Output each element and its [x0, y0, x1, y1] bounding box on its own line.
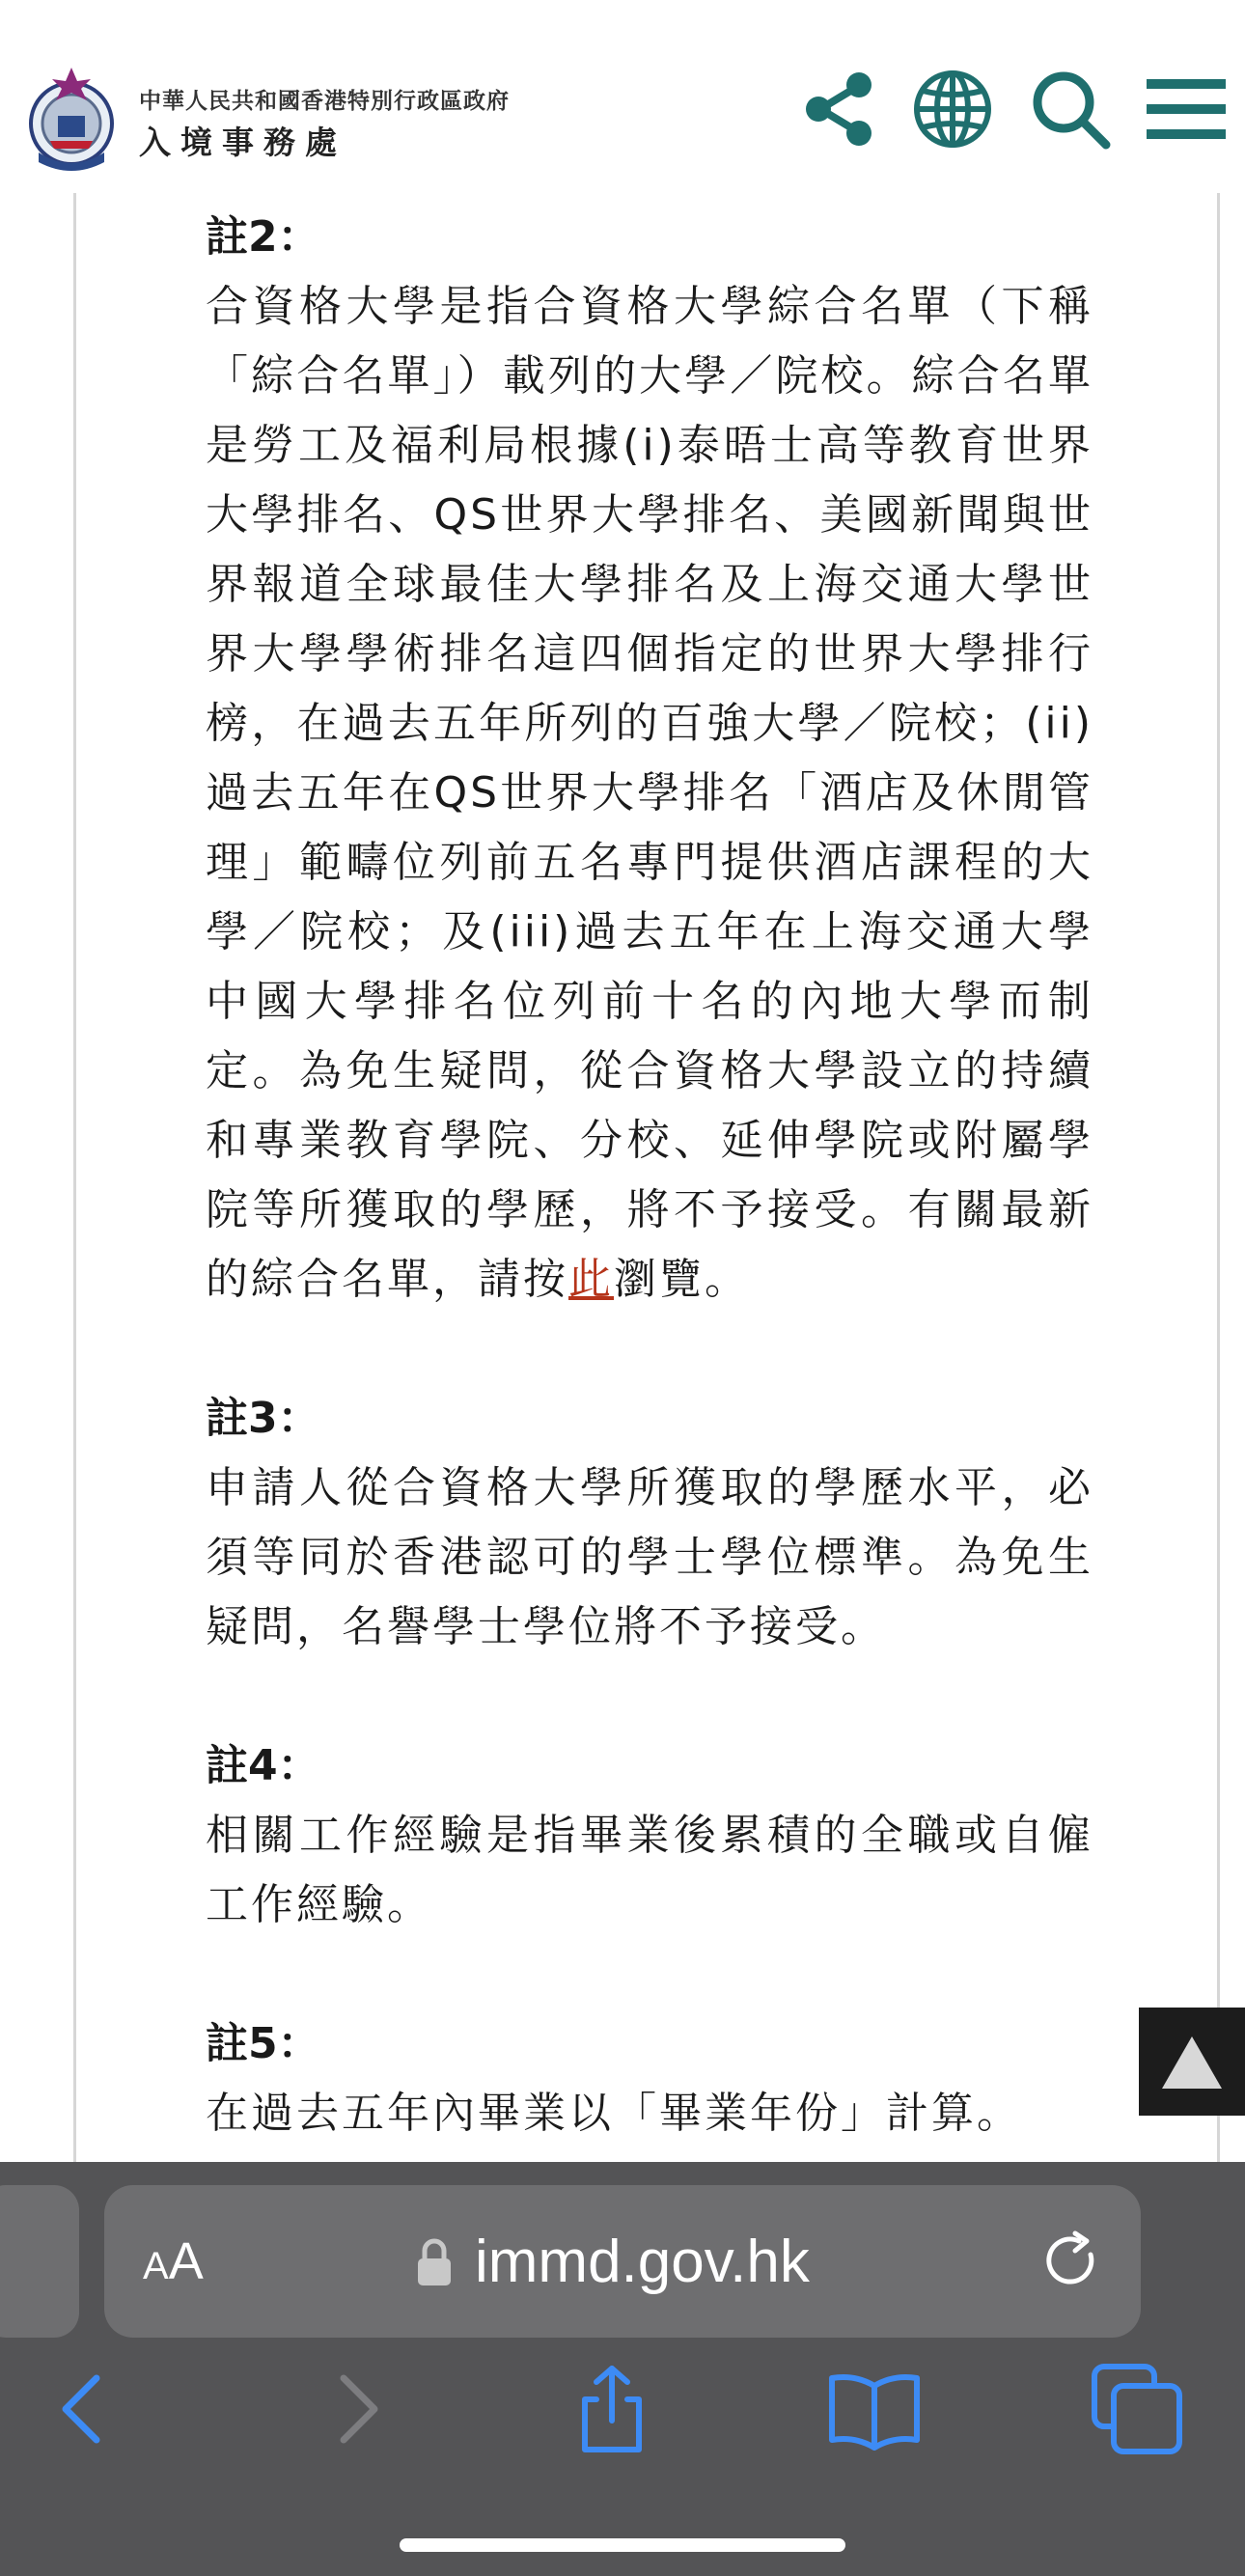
forward-button[interactable] [307, 2361, 403, 2457]
triangle-up-icon [1139, 2008, 1245, 2116]
address-bar[interactable] [104, 2185, 1141, 2338]
search-icon[interactable] [1029, 68, 1112, 151]
note-5 [206, 2009, 1093, 2148]
home-indicator[interactable] [400, 2538, 845, 2552]
menu-icon[interactable] [1145, 68, 1228, 151]
tabs-icon [1089, 2361, 1185, 2457]
back-to-top-button[interactable] [1139, 2008, 1245, 2116]
list-link[interactable]: 此 [568, 1255, 614, 1304]
bookmarks-button[interactable] [826, 2361, 923, 2457]
url-domain[interactable]: immd.gov.hk [475, 2229, 810, 2295]
share-icon[interactable] [797, 68, 880, 151]
note-title: 註2： [206, 212, 320, 262]
note-title: 註3： [206, 1394, 320, 1443]
tabs-button[interactable] [1089, 2361, 1185, 2457]
note-text: 瀏覽。 [614, 1255, 750, 1304]
note-body: 申請人從合資格大學所獲取的學歷水平，必須等同於香港認可的學士學位標準。為免生疑問，名譽學士學位將不予接受。 [206, 1463, 1093, 1651]
globe-icon[interactable] [911, 68, 994, 151]
lock-icon [415, 2235, 454, 2287]
government-name: 中華人民共和國香港特別行政區政府 [139, 89, 510, 114]
text-size-small: A [143, 2245, 169, 2287]
text-size-large: A [168, 2232, 204, 2290]
note-body: 在過去五年內畢業以「畢業年份」計算。 [206, 2089, 1022, 2138]
note-body: 相關工作經驗是指畢業後累積的全職或自僱工作經驗。 [206, 1811, 1093, 1929]
note-body [206, 272, 1093, 1315]
share-button[interactable] [564, 2361, 660, 2457]
bookmarks-icon [826, 2361, 923, 2457]
department-name[interactable]: 入境事務處 [139, 124, 346, 161]
note-title: 註4： [206, 1741, 320, 1790]
reload-icon[interactable] [1040, 2230, 1104, 2293]
notes-section [206, 203, 1093, 2218]
note-2 [206, 203, 1093, 1315]
immd-emblem-logo[interactable] [25, 60, 118, 176]
note-3 [206, 1384, 1093, 1662]
previous-tab-preview[interactable] [0, 2185, 79, 2338]
note-4 [206, 1731, 1093, 1940]
text-size-button[interactable] [143, 2231, 204, 2291]
site-header [0, 0, 1245, 193]
note-text: 合資格大學是指合資格大學綜合名單（下稱「綜合名單」）載列的大學／院校。綜合名單是勞工及福利局根據(i)泰晤士高等教育世界大學排名、QS世界大學排名、美國新聞與世界報道全球最佳大學排名及上海交通大學世界大學學術排名這四個指定的世界大學排行榜，在過去五年所列的百強大學／院校；(ii)過去五年在QS世界大學排名「酒店及休閒管理」範疇位列前五名專門提供酒店課程的大學／院校；及(iii)過去五年在上海交通大學中國大學排名位列前十名的內地大學而制定。為免生疑問，從合資格大學設立的持續和專業教育學院、分校、延伸學院或附屬學院等所獲取的學歷，將不予接受。有關最新的綜合名單，請按 [206, 282, 1093, 1304]
note-title: 註5： [206, 2019, 320, 2068]
share-icon [564, 2361, 660, 2457]
back-button[interactable] [37, 2361, 133, 2457]
back-icon [37, 2361, 133, 2457]
forward-icon [307, 2361, 403, 2457]
